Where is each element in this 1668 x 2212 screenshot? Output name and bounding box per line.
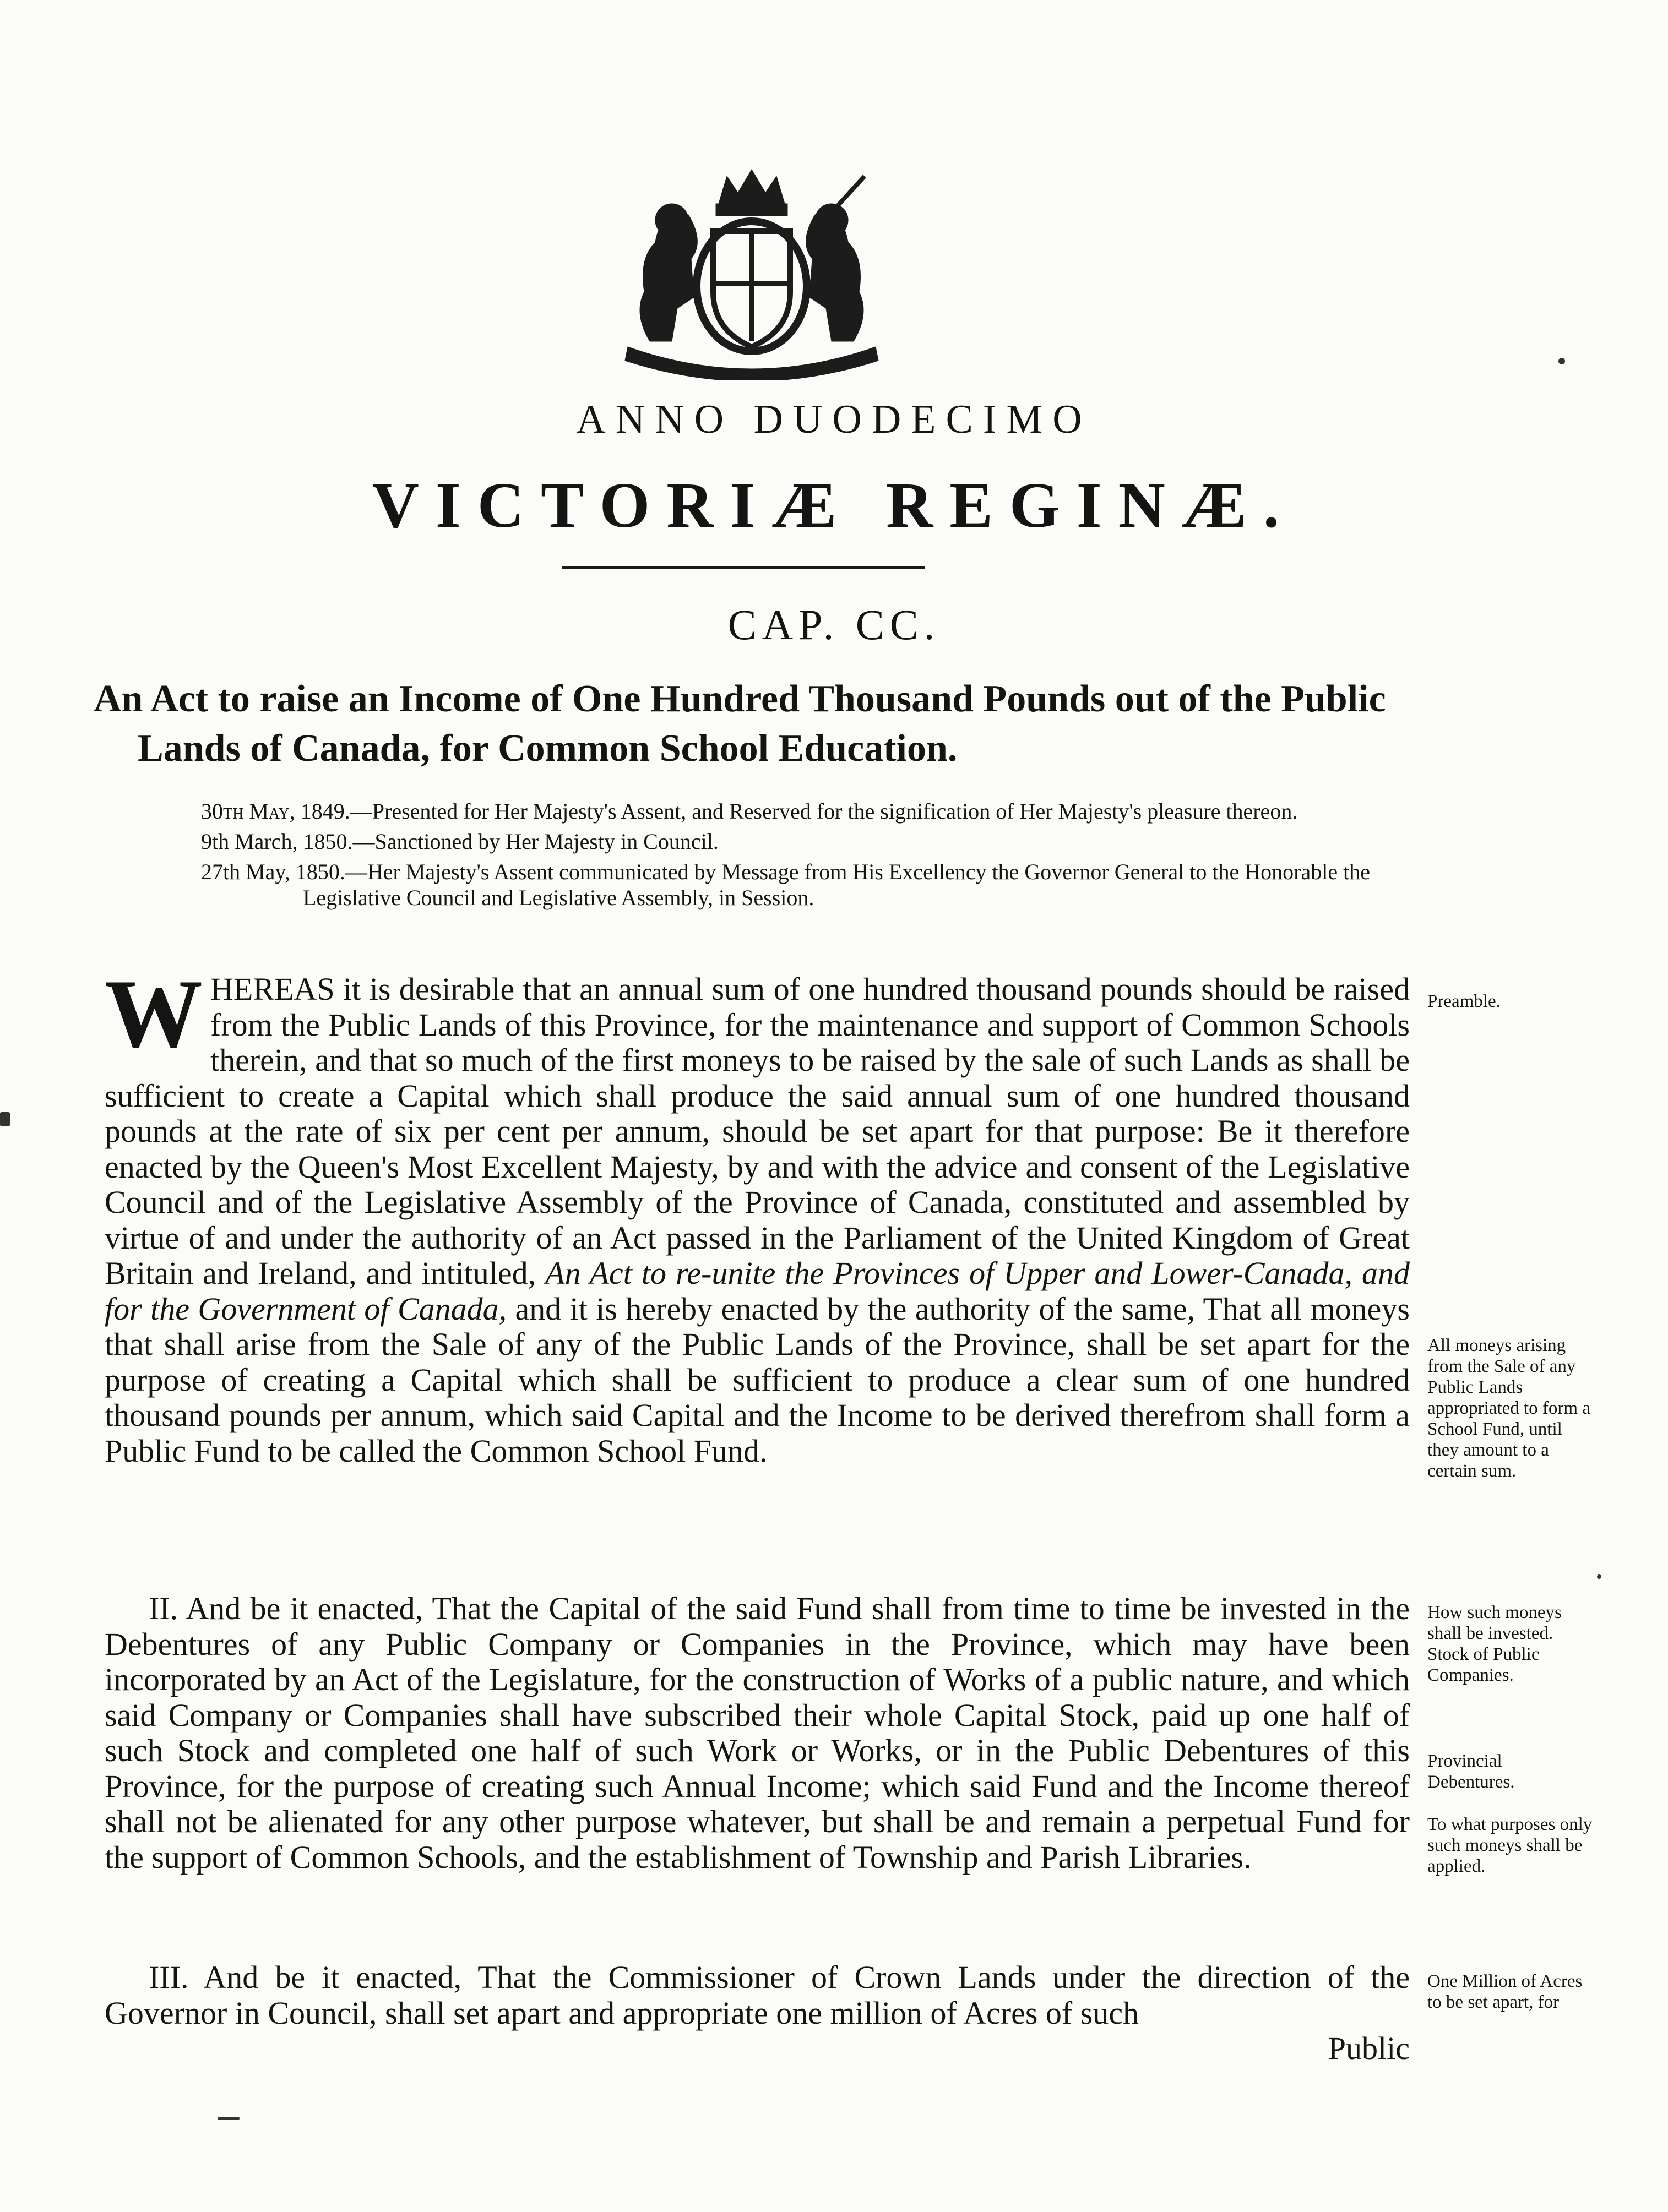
drop-cap: W [105,959,203,1068]
dates-block [201,798,1418,915]
margin-note-provincial: Provincial Debentures. [1427,1751,1515,1792]
margin-note-investment: How such moneys shall be invested. Stock of Public Companies. [1427,1603,1562,1685]
paragraph-section-3 [105,1960,1410,2067]
anno-heading: ANNO DUODECIMO [576,397,1092,442]
date-text: —Presented for Her Majesty's Assent, and Reserved for the signification of Her Majesty's pleasure thereon. [350,799,1298,824]
paragraph-section-2 [105,1591,1410,1875]
date-label: 9th March, 1850. [201,829,353,854]
royal-coat-of-arms-icon [578,165,925,380]
scan-speck [0,1112,10,1126]
date-entry [201,798,1418,824]
catchword: Public [1328,2030,1410,2066]
scan-speck [218,2117,240,2120]
victoria-heading: VICTORIÆ REGINÆ. [372,469,1296,541]
act-citation: An Act to re-unite the Provinces of Upper and Lower-Canada, and for the Government of Canada, [105,1255,1410,1327]
scan-speck [1558,358,1565,364]
date-label: 30th May, 1849. [201,799,350,824]
date-text: —Her Majesty's Assent communicated by Message from His Excellency the Governor General to the Honorable the Legislative Council and Legislative Assembly, in Session. [303,859,1370,910]
chapter-heading: CAP. CC. [727,601,941,649]
scan-speck [1597,1574,1601,1579]
date-label: 27th May, 1850. [201,859,345,884]
paragraph-preamble [105,959,1410,1469]
paragraph-text: HEREAS it is desirable that an annual sum of one hundred thousand pounds should be raised from the Public Lands of this Province, for the maintenance and support of Common Schools therein, and that so much of the first moneys to be raised by the sale of such Lands as shall be sufficient to create a Capital which shall produce the said annual sum of one hundred thousand pounds at the rate of six per cent per annum, should be set apart for that purpose: Be it therefore enacted by the Queen's Most Excellent Majesty, by and with the advice and consent of the Legislative Council and of the Legislative Assembly of the Province of Canada, constituted and assembled by virtue of and under the authority of an Act passed in the Parliament of the United Kingdom of Great Britain and Ireland, and intituled, [105,971,1410,1291]
date-text: —Sanctioned by Her Majesty in Council. [352,829,719,854]
date-entry [201,829,1418,854]
paragraph-text: and it is hereby enacted by the authority of the same, That all moneys that shall arise from the Sale of any of the Public Lands of the Province, shall be set apart for the purpose of creating a Capital which shall be sufficient to produce a clear sum of one hundred thousand pounds per annum, which said Capital and the Income to be derived therefrom shall form a Public Fund to be called the Common School Fund. [105,1290,1410,1469]
paragraph-text: II. And be it enacted, That the Capital of the said Fund shall from time to time be invested in the Debentures of any Public Company or Companies in the Province, which may have been incorporated by an Act of the Legislature, for the construction of Works of a public nature, and which said Company or Companies shall have subscribed their whole Capital Stock, paid up one half of such Stock and completed one half of such Work or Works, or in the Public Debentures of this Province, for the purpose of creating such Annual Income; which said Fund and the Income thereof shall not be alienated for any other purpose whatever, but shall be and remain a perpetual Fund for the support of Common Schools, and the establishment of Township and Parish Libraries. [105,1590,1410,1875]
act-title: An Act to raise an Income of One Hundred Thousand Pounds out of the Public Lands of Canada, for Common School Education. [94,678,1386,770]
divider-rule [562,566,925,569]
margin-note-moneys: All moneys arising from the Sale of any Public Lands appropriated to form a School Fund, until they amount to a certain sum. [1427,1336,1590,1481]
margin-note-purposes: To what purposes only such moneys shall be applied. [1427,1815,1593,1876]
paragraph-text: III. And be it enacted, That the Commissioner of Crown Lands under the direction of the Governor in Council, shall set apart and appropriate one million of Acres of such [105,1959,1410,2031]
margin-note-one-million: One Million of Acres to be set apart, for [1427,1971,1583,2012]
margin-note-preamble: Preamble. [1427,991,1501,1011]
date-entry [201,859,1418,911]
